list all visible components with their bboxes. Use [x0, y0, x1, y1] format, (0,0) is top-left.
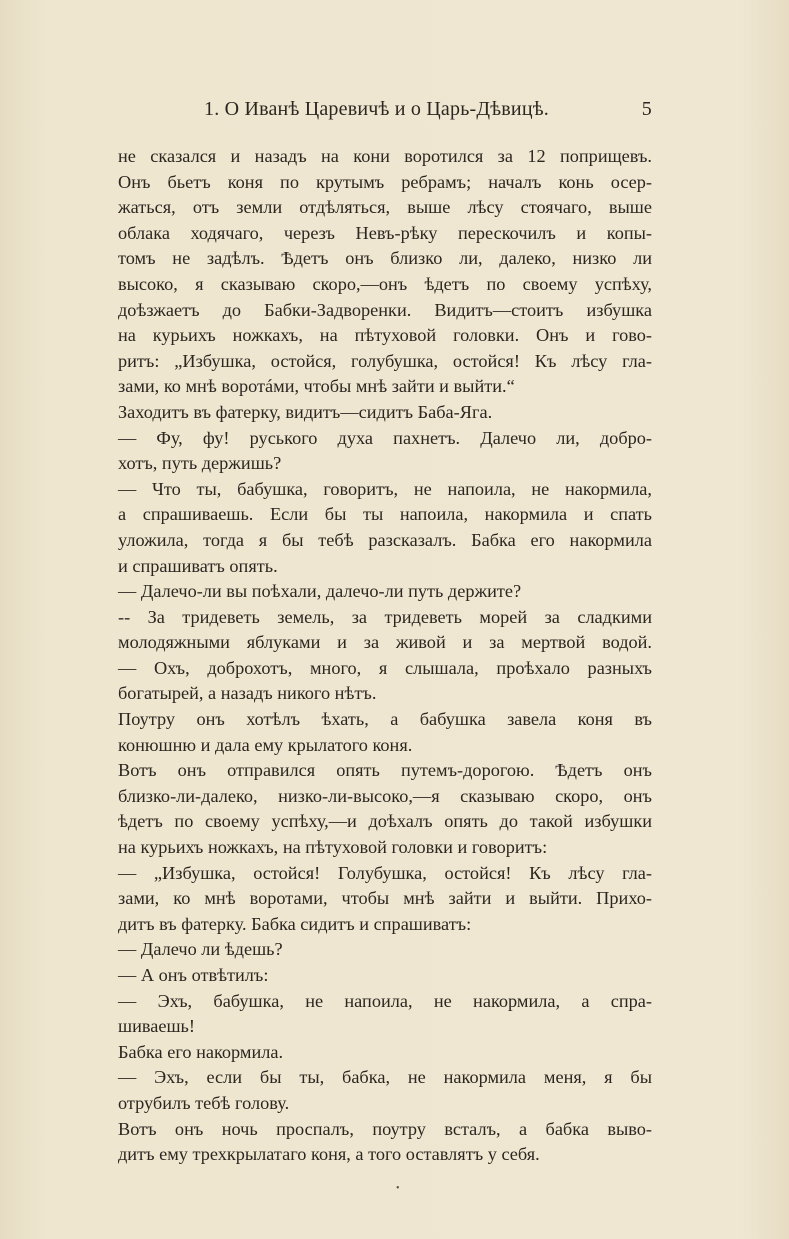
text-line: -- За тридеветь земель, за тридеветь морей за сладкими [118, 606, 652, 627]
text-line: доѣзжаетъ до Бабки-Задворенки. Видитъ—стоитъ избушка [118, 299, 652, 320]
text-line: Вотъ онъ отправился опять путемъ-дорогою. Ѣдетъ онъ [118, 760, 652, 781]
text-line: хотъ, путь держишь? [118, 453, 282, 474]
text-line: — Далечо ли ѣдешь? [118, 939, 283, 960]
text-line: — „Избушка, остойся! Голубушка, остойся! Къ лѣсу гла- [118, 862, 652, 883]
text-line: высоко, я сказываю скоро,—онъ ѣдетъ по своему успѣху, [118, 273, 652, 294]
text-line: Бабка его накормила. [118, 1041, 284, 1062]
text-line: дитъ въ фатерку. Бабка сидитъ и спрашиватъ: [118, 913, 472, 934]
text-line: уложила, тогда я бы тебѣ разсказалъ. Бабка его накормила [118, 529, 652, 550]
text-line: зами, ко мнѣ воротáми, чтобы мнѣ зайти и выйти.“ [118, 376, 515, 397]
text-line: — Охъ, доброхотъ, много, я слышала, проѣхало разныхъ [118, 657, 652, 678]
text-line: на курьихъ ножкахъ, на пѣтуховой головки. Онъ и гово- [118, 325, 652, 346]
text-line: конюшню и дала ему крылатого коня. [118, 734, 413, 755]
text-line: ритъ: „Избушка, остойся, голубушка, остойся! Къ лѣсу гла- [118, 350, 652, 371]
text-line: — Эхъ, если бы ты, бабка, не накормила меня, я бы [118, 1067, 652, 1088]
text-line: а спрашиваешь. Если бы ты напоила, накормила и спать [118, 504, 652, 525]
text-line: — А онъ отвѣтилъ: [118, 965, 269, 985]
text-line: Онъ бьетъ коня по крутымъ ребрамъ; началъ конь осер- [118, 171, 652, 192]
text-line: шиваешь! [118, 1016, 195, 1037]
running-title: 1. О Иванѣ Царевичѣ и о Царь-Дѣвицѣ. [204, 98, 549, 120]
text-line: облака ходячаго, черезъ Невъ-рѣку перескочилъ и копы- [118, 222, 652, 243]
text-line: Вотъ онъ ночь проспалъ, поутру всталъ, а бабка выво- [118, 1118, 652, 1139]
text-line: на курьихъ ножкахъ, на пѣтуховой головки и говоритъ: [118, 837, 548, 858]
text-line: молодяжными яблуками и за живой и за мертвой водой. [118, 632, 652, 653]
body-text [118, 144, 652, 1168]
text-line: не сказался и назадъ на кони воротился за 12 поприщевъ. [118, 146, 652, 166]
signature-mark: • [396, 1183, 400, 1194]
text-line: Заходитъ въ фатерку, видитъ—сидитъ Баба-Яга. [118, 401, 493, 422]
text-line: и спрашиватъ опять. [118, 555, 278, 576]
text-line: близко-ли-далеко, низко-ли-высоко,—я сказываю скоро, онъ [118, 785, 652, 806]
text-line: ѣдетъ по своему успѣху,—и доѣхалъ опять до такой избушки [118, 811, 652, 832]
text-line: томъ не задѣлъ. Ѣдетъ онъ близко ли, далеко, низко ли [118, 248, 652, 269]
running-header [118, 98, 652, 128]
text-line: Поутру онъ хотѣлъ ѣхать, а бабушка завела коня въ [118, 709, 652, 730]
page-number: 5 [641, 98, 652, 120]
text-line: — Что ты, бабушка, говоритъ, не напоила, не накормила, [118, 478, 652, 499]
text-line: дитъ ему трехкрылатаго коня, а того оставлятъ у себя. [118, 1144, 540, 1165]
text-line: жаться, отъ земли отдѣляться, выше лѣсу стоячаго, выше [118, 197, 652, 218]
text-line: богатырей, а назадъ никого нѣтъ. [118, 683, 377, 704]
text-line: зами, ко мнѣ воротами, чтобы мнѣ зайти и выйти. Прихо- [118, 888, 652, 909]
text-line: отрубилъ тебѣ голову. [118, 1092, 290, 1113]
text-line: — Далечо-ли вы поѣхали, далечо-ли путь держите? [118, 581, 522, 602]
text-line: — Эхъ, бабушка, не напоила, не накормила, а спра- [118, 990, 652, 1011]
text-line: — Фу, фу! руського духа пахнетъ. Далечо ли, добро- [118, 427, 652, 448]
